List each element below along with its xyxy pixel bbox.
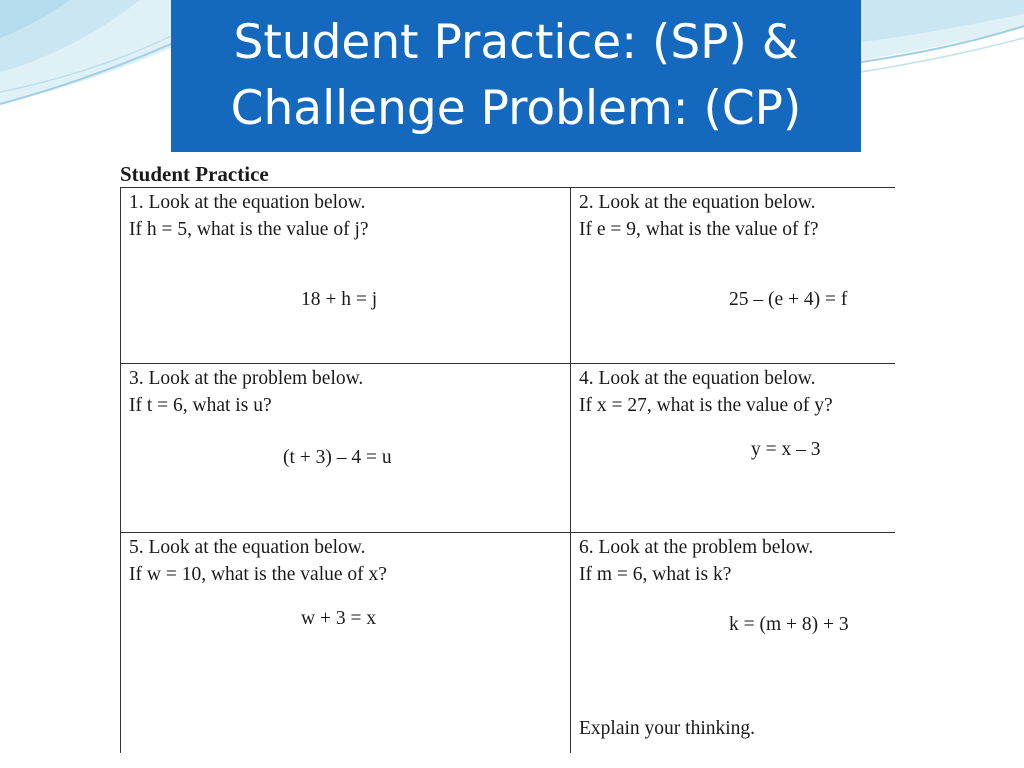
problem-grid [120,187,895,753]
slide-title-line1: Student Practice: (SP) & [233,15,799,70]
problem-6-equation: k = (m + 8) + 3 [729,614,849,635]
problem-5-question: If w = 10, what is the value of x? [129,564,387,585]
problem-cell-4 [571,364,895,533]
problem-cell-5 [121,533,571,753]
problem-2-equation: 25 – (e + 4) = f [729,289,848,310]
problem-3-prompt: 3. Look at the problem below. [129,368,364,389]
problem-cell-6 [571,533,895,753]
problem-4-equation: y = x – 3 [751,439,821,460]
problem-cell-1 [121,188,571,364]
worksheet-image [118,158,894,752]
problem-6-question: If m = 6, what is k? [579,564,732,585]
problem-4-prompt: 4. Look at the equation below. [579,368,816,389]
problem-3-question: If t = 6, what is u? [129,395,272,416]
slide-title-line2: Challenge Problem: (CP) [230,81,802,136]
problem-5-prompt: 5. Look at the equation below. [129,537,366,558]
problem-cell-2 [571,188,895,364]
worksheet-heading: Student Practice [120,162,269,186]
problem-1-question: If h = 5, what is the value of j? [129,219,369,240]
problem-4-question: If x = 27, what is the value of y? [579,395,833,416]
problem-5-equation: w + 3 = x [301,608,377,629]
problem-6-prompt: 6. Look at the problem below. [579,537,814,558]
problem-2-prompt: 2. Look at the equation below. [579,192,816,213]
problem-1-prompt: 1. Look at the equation below. [129,192,366,213]
problem-cell-3 [121,364,571,533]
problem-2-question: If e = 9, what is the value of f? [579,219,819,240]
problem-1-equation: 18 + h = j [301,289,378,310]
problem-3-equation: (t + 3) – 4 = u [283,447,392,468]
slide-title [171,0,861,152]
problem-6-explain-note: Explain your thinking. [579,718,756,739]
